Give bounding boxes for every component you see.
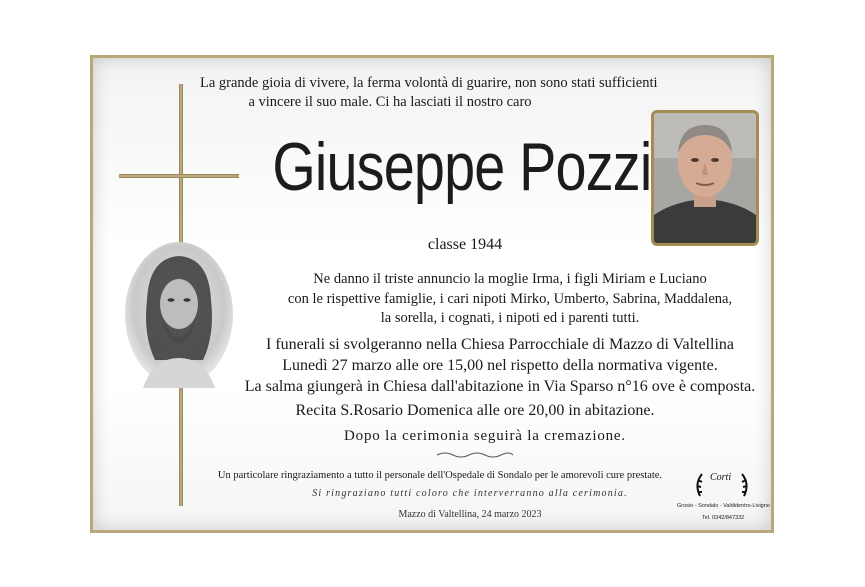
- thanks-attendees: Si ringraziano tutti coloro che interverranno alla cerimonia.: [312, 488, 628, 499]
- announce-line-3: la sorella, i cognati, i nipoti ed i parenti tutti.: [380, 310, 640, 326]
- funeral-agency-logo: [672, 470, 772, 526]
- funeral-line-3: La salma giungerà in Chiesa dall'abitazione in Via Sparso n°16 ove è composta.: [244, 378, 756, 395]
- jesus-portrait-icon: [123, 240, 235, 388]
- announce-line-1: Ne danno il triste annuncio la moglie Irma, i figli Miriam e Luciano: [313, 271, 707, 287]
- cremation-text: Dopo la cerimonia seguirà la cremazione.: [344, 428, 626, 444]
- deceased-photo: [651, 110, 759, 246]
- portrait-photo-icon: [654, 113, 756, 243]
- announce-line-2: con le rispettive famiglie, i cari nipoti Mirko, Umberto, Sabrina, Maddalena,: [287, 290, 733, 307]
- thanks-hospital: Un particolare ringraziamento a tutto il personale dell'Ospedale di Sondalo per le amorevoli cure prestate.: [217, 470, 663, 481]
- birth-year: classe 1944: [427, 236, 503, 253]
- rosary-text: Recita S.Rosario Domenica alle ore 20,00 in abitazione.: [295, 402, 655, 419]
- place-date: Mazzo di Valtellina, 24 marzo 2023: [398, 509, 542, 520]
- funeral-line-1: I funerali si svolgeranno nella Chiesa Parrocchiale di Mazzo di Valtellina: [266, 336, 734, 353]
- announcement-text: [250, 270, 770, 329]
- cross-horizontal-bar: [119, 174, 239, 178]
- agency-address: Grosio - Sondalo - Valdidentro-Livigno: [677, 503, 770, 509]
- intro-line-1: La grande gioia di vivere, la ferma volontà di guarire, non sono stati sufficienti: [200, 75, 658, 91]
- intro-text: [200, 74, 658, 112]
- agency-name: Corti: [710, 472, 732, 483]
- ornament-divider: [435, 450, 515, 460]
- intro-line-2: a vincere il suo male. Ci ha lasciati il nostro caro: [248, 94, 532, 110]
- agency-phone: Tel. 0342/847332: [702, 515, 745, 521]
- funeral-details: [230, 334, 770, 397]
- deceased-name: Giuseppe Pozzi: [272, 129, 652, 205]
- funeral-line-2: Lunedì 27 marzo alle ore 15,00 nel rispetto della normativa vigente.: [282, 357, 718, 374]
